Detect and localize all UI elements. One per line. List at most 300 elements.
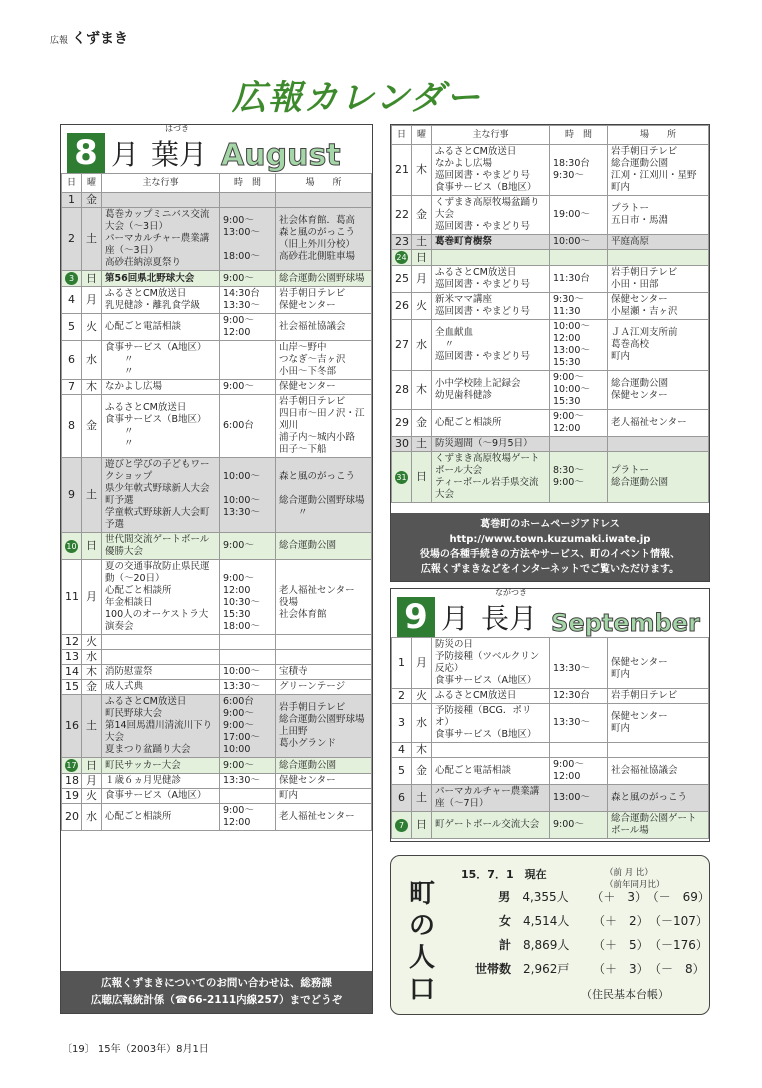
place-cell — [276, 635, 372, 650]
weekday-cell: 土 — [412, 785, 432, 812]
day-cell: 22 — [392, 196, 412, 235]
inquiry-line-1: 広報くずまきについてのお問い合わせは、総務課 — [101, 977, 332, 989]
august-panel — [60, 124, 373, 1014]
event-cell: 葛巻町育樹祭 — [432, 235, 550, 250]
time-cell: 13:30～ — [550, 638, 608, 689]
place-cell: 老人福祉センター — [608, 410, 709, 437]
event-cell: ふるさとCM放送日 食事サービス（B地区） 〃 〃 — [102, 395, 220, 458]
weekday-cell: 土 — [82, 695, 102, 758]
place-cell — [276, 193, 372, 208]
population-diff-year: （－107） — [649, 914, 708, 928]
header-weekday: 曜 — [412, 126, 432, 145]
inquiry-line-2: 広聴広報統計係（☎66-2111内線257）までどうぞ — [90, 994, 343, 1006]
holiday-circle: 3 — [65, 272, 78, 285]
table-row — [62, 193, 372, 208]
place-cell: 岩手朝日テレビ 総合運動公園野球場 上田野 葛小グランド — [276, 695, 372, 758]
weekday-cell: 金 — [82, 193, 102, 208]
place-cell: 老人福祉センター 役場 社会体育館 — [276, 560, 372, 635]
time-cell: 9:00～12:00 — [220, 804, 276, 831]
event-cell: 小中学校陸上記録会 幼児歯科健診 — [432, 371, 550, 410]
event-cell: 第56回県北野球大会 — [102, 271, 220, 287]
august-continued-panel — [390, 124, 710, 582]
place-cell: 社会体育館．葛高 森と風のがっこう （旧上外川分校） 高砂荘北側駐車場 — [276, 208, 372, 271]
day-cell: 12 — [62, 635, 82, 650]
weekday-cell: 月 — [412, 638, 432, 689]
day-cell: 27 — [392, 320, 412, 371]
population-value: 4,514人 — [523, 914, 570, 928]
august-header — [61, 125, 372, 173]
place-cell: 森と風のがっこう 総合運動公園野球場 〃 — [276, 458, 372, 533]
month-old-name — [151, 124, 208, 173]
table-row — [392, 145, 709, 196]
day-cell: 19 — [62, 789, 82, 804]
table-row — [392, 743, 709, 758]
august-continued-table — [391, 125, 709, 503]
day-cell: 3 — [392, 704, 412, 743]
time-cell: 8:30～ 9:00～ — [550, 452, 608, 503]
table-row — [392, 250, 709, 266]
weekday-cell: 水 — [412, 320, 432, 371]
population-label: 男 — [498, 890, 511, 904]
header-place: 場 所 — [276, 174, 372, 193]
table-row — [62, 287, 372, 314]
month-kanji: 月 — [441, 602, 470, 635]
place-cell: 森と風のがっこう — [608, 785, 709, 812]
time-cell: 6:00台 9:00～ 9:00～ 17:00～10:00 — [220, 695, 276, 758]
event-cell: 世代間交流ゲートボール優勝大会 — [102, 533, 220, 560]
time-cell: 13:00～ — [550, 785, 608, 812]
table-row — [392, 437, 709, 452]
holiday-circle: 24 — [396, 253, 407, 262]
table-row — [392, 785, 709, 812]
month-english: September — [551, 609, 700, 637]
header-logo — [50, 28, 128, 48]
table-row — [392, 638, 709, 689]
header-brand: くずまき — [72, 31, 129, 47]
time-cell — [220, 341, 276, 380]
time-cell: 13:30～ — [220, 680, 276, 695]
event-cell — [102, 635, 220, 650]
day-cell: 20 — [62, 804, 82, 831]
weekday-cell: 日 — [412, 452, 432, 503]
place-cell: 総合運動公園 — [276, 533, 372, 560]
hdr-prev-month: （前 月 比） — [605, 868, 649, 878]
weekday-cell: 火 — [412, 689, 432, 704]
table-row — [62, 789, 372, 804]
population-diff-month: （＋ 5） — [593, 938, 649, 952]
population-diff-month: （＋ 3） — [591, 890, 647, 904]
event-cell: ふるさとCM放送日 なかよし広場 巡回図書・やまどり号 食事サービス（B地区） — [432, 145, 550, 196]
day-cell: 4 — [392, 743, 412, 758]
day-cell — [62, 758, 82, 774]
event-cell: 成人式典 — [102, 680, 220, 695]
day-cell: 23 — [392, 235, 412, 250]
time-cell: 14:30台 13:30～ — [220, 287, 276, 314]
place-cell: 岩手朝日テレビ 総合運動公園 江刈・江刈川・星野 町内 — [608, 145, 709, 196]
population-row — [461, 960, 705, 977]
month-number: 8 — [67, 133, 105, 173]
header-day: 日 — [392, 126, 412, 145]
event-cell: くずまき高原牧場ゲートボール大会 ティーボール岩手県交流大会 — [432, 452, 550, 503]
month-old-name — [481, 588, 538, 637]
population-diff-month: （＋ 2） — [593, 914, 649, 928]
place-cell: 総合運動公園 保健センター — [608, 371, 709, 410]
event-cell: 心配ごと電話相談 — [432, 758, 550, 785]
holiday-circle: 10 — [66, 541, 77, 551]
table-row — [392, 196, 709, 235]
place-cell: プラトー 総合運動公園 — [608, 452, 709, 503]
day-cell: 7 — [62, 380, 82, 395]
time-cell: 19:00～ — [550, 196, 608, 235]
time-cell: 9:00～12:00 — [550, 758, 608, 785]
place-cell: 山岸～野中 つなぎ～吉ヶ沢 小田～下冬部 — [276, 341, 372, 380]
weekday-cell: 木 — [412, 371, 432, 410]
event-cell: 葛巻カップミニバス交流大会（～3日） パーマカルチャー農業講座（～3日） 高砂荘納涼夏祭り — [102, 208, 220, 271]
table-row — [392, 266, 709, 293]
time-cell: 9:30～11:30 — [550, 293, 608, 320]
day-cell: 5 — [392, 758, 412, 785]
time-cell: 9:00～12:00 — [550, 410, 608, 437]
hdr-prev-year: （前年同月比） — [605, 880, 665, 890]
table-header-row — [62, 174, 372, 193]
header-small: 広報 — [50, 36, 69, 46]
place-cell — [608, 250, 709, 266]
day-cell: 29 — [392, 410, 412, 437]
day-cell: 30 — [392, 437, 412, 452]
population-value: 8,869人 — [523, 938, 570, 952]
weekday-cell: 土 — [82, 458, 102, 533]
weekday-cell: 木 — [82, 380, 102, 395]
weekday-cell: 水 — [412, 704, 432, 743]
table-row — [62, 695, 372, 758]
table-row — [62, 680, 372, 695]
table-row — [62, 804, 372, 831]
time-cell: 9:00～ — [220, 533, 276, 560]
time-cell — [550, 250, 608, 266]
place-cell: 老人福祉センター — [276, 804, 372, 831]
weekday-cell: 土 — [82, 208, 102, 271]
day-cell: 4 — [62, 287, 82, 314]
weekday-cell: 木 — [82, 665, 102, 680]
day-cell: 14 — [62, 665, 82, 680]
event-cell: ふるさとCM放送日 — [432, 689, 550, 704]
header-place: 場 所 — [608, 126, 709, 145]
weekday-cell: 日 — [412, 250, 432, 266]
event-cell: 全血献血 〃 巡回図書・やまどり号 — [432, 320, 550, 371]
day-cell: 6 — [62, 341, 82, 380]
time-cell — [550, 743, 608, 758]
table-row — [62, 665, 372, 680]
day-cell: 21 — [392, 145, 412, 196]
weekday-cell: 金 — [82, 680, 102, 695]
time-cell: 9:00～ — [220, 758, 276, 774]
day-cell: 15 — [62, 680, 82, 695]
event-cell: 消防慰霊祭 — [102, 665, 220, 680]
header-time: 時 間 — [550, 126, 608, 145]
table-row — [392, 320, 709, 371]
month-old-text: 葉月 — [151, 138, 208, 171]
day-cell — [392, 812, 412, 839]
weekday-cell: 火 — [82, 314, 102, 341]
day-cell — [62, 271, 82, 287]
place-cell: 保健センター — [276, 380, 372, 395]
place-cell — [608, 743, 709, 758]
weekday-cell: 金 — [412, 410, 432, 437]
place-cell: 岩手朝日テレビ 保健センター — [276, 287, 372, 314]
table-row — [62, 774, 372, 789]
event-cell: 遊びと学びの子どもワークショップ 県少年軟式野球新人大会町予選 学童軟式野球新人大会町予選 — [102, 458, 220, 533]
table-row — [392, 235, 709, 250]
table-row — [62, 635, 372, 650]
population-diff-year: （－176） — [649, 938, 708, 952]
weekday-cell: 金 — [82, 395, 102, 458]
weekday-cell: 土 — [412, 235, 432, 250]
weekday-cell: 金 — [412, 758, 432, 785]
event-cell: 心配ごと相談所 — [432, 410, 550, 437]
time-cell: 9:00～ 13:00～ 18:00～ — [220, 208, 276, 271]
table-header-row — [392, 126, 709, 145]
header-time: 時 間 — [220, 174, 276, 193]
table-row — [62, 314, 372, 341]
homepage-line-2: 役場の各種手続きの方法やサービス、町のイベント情報、 — [419, 549, 681, 560]
time-cell — [220, 650, 276, 665]
weekday-cell: 日 — [82, 533, 102, 560]
place-cell: グリーンテージ — [276, 680, 372, 695]
weekday-cell: 水 — [82, 804, 102, 831]
homepage-line-3: 広報くずまきなどをインターネットでご覧いただけます。 — [420, 564, 680, 575]
september-calendar-table — [391, 637, 709, 839]
weekday-cell: 水 — [82, 650, 102, 665]
population-box — [390, 855, 710, 1015]
month-kanji: 月 — [111, 138, 140, 171]
population-row — [461, 888, 709, 905]
day-cell: 2 — [392, 689, 412, 704]
event-cell — [432, 250, 550, 266]
day-cell: 26 — [392, 293, 412, 320]
place-cell — [276, 650, 372, 665]
event-cell: １歳６ヵ月児健診 — [102, 774, 220, 789]
event-cell: 町民サッカー大会 — [102, 758, 220, 774]
day-cell — [62, 533, 82, 560]
weekday-cell: 木 — [412, 743, 432, 758]
day-cell: 9 — [62, 458, 82, 533]
month-english: August — [221, 138, 341, 173]
time-cell: 13:30～ — [550, 704, 608, 743]
table-row — [62, 533, 372, 560]
day-cell — [392, 250, 412, 266]
page-title: 広報カレンダー — [232, 78, 482, 118]
weekday-cell: 火 — [82, 635, 102, 650]
homepage-line-1[interactable]: 葛巻町のホームページアドレスhttp://www.town.kuzumaki.iwate.jp — [449, 519, 651, 545]
day-cell: 28 — [392, 371, 412, 410]
time-cell — [550, 437, 608, 452]
header-day: 日 — [62, 174, 82, 193]
place-cell: プラトー 五日市・馬淵 — [608, 196, 709, 235]
weekday-cell: 火 — [412, 293, 432, 320]
event-cell: 心配ごと相談所 — [102, 804, 220, 831]
place-cell: 岩手朝日テレビ 四日市～田ノ沢・江刈川 浦子内～城内小路 田子～下船 — [276, 395, 372, 458]
table-row — [392, 812, 709, 839]
event-cell: 防災の日 予防接種（ツベルクリン反応） 食事サービス（A地区） — [432, 638, 550, 689]
event-cell — [102, 650, 220, 665]
weekday-cell: 日 — [412, 812, 432, 839]
time-cell: 6:00台 — [220, 395, 276, 458]
day-cell: 5 — [62, 314, 82, 341]
weekday-cell: 日 — [82, 758, 102, 774]
event-cell: ふるさとCM放送日 乳児健診・離乳食学級 — [102, 287, 220, 314]
table-row — [392, 452, 709, 503]
population-diff-year: （－ 69） — [646, 890, 710, 904]
time-cell: 9:00～12:00 — [220, 314, 276, 341]
place-cell: 保健センター 町内 — [608, 704, 709, 743]
time-cell — [220, 635, 276, 650]
population-row — [461, 912, 708, 929]
day-cell: 1 — [392, 638, 412, 689]
time-cell: 9:00～ — [220, 271, 276, 287]
event-cell: 予防接種（BCG．ポリオ） 食事サービス（B地区） — [432, 704, 550, 743]
weekday-cell: 日 — [82, 271, 102, 287]
place-cell: 社会福祉協議会 — [608, 758, 709, 785]
population-note: （住民基本台帳） — [581, 988, 669, 1001]
place-cell: 総合運動公園ゲートボール場 — [608, 812, 709, 839]
header-weekday: 曜 — [82, 174, 102, 193]
event-cell: ふるさとCM放送日 巡回図書・やまどり号 — [432, 266, 550, 293]
day-cell — [392, 452, 412, 503]
population-label: 計 — [498, 938, 511, 952]
place-cell: 総合運動公園野球場 — [276, 271, 372, 287]
event-cell: ふるさとCM放送日 町民野球大会 第14回馬淵川清流川下り大会 夏まつり盆踊り大会 — [102, 695, 220, 758]
inquiry-footer — [61, 971, 372, 1013]
day-cell: 16 — [62, 695, 82, 758]
day-cell: 11 — [62, 560, 82, 635]
population-row — [461, 936, 708, 953]
population-title: 町の人口 — [409, 879, 436, 1005]
population-label: 世帯数 — [474, 962, 511, 976]
table-row — [62, 341, 372, 380]
weekday-cell: 月 — [82, 774, 102, 789]
time-cell: 11:30台 — [550, 266, 608, 293]
september-header — [391, 589, 709, 637]
event-cell: 新米ママ講座 巡回図書・やまどり号 — [432, 293, 550, 320]
event-cell: パーマカルチャー農業講座（～7日） — [432, 785, 550, 812]
event-cell: なかよし広場 — [102, 380, 220, 395]
weekday-cell: 木 — [412, 145, 432, 196]
population-value: 4,355人 — [522, 890, 569, 904]
holiday-circle: 31 — [396, 472, 407, 482]
place-cell: 平庭高原 — [608, 235, 709, 250]
event-cell: 防災週間（～9月5日） — [432, 437, 550, 452]
table-row — [62, 208, 372, 271]
weekday-cell: 火 — [82, 789, 102, 804]
table-row — [392, 689, 709, 704]
place-cell: ＪＡ江刈支所前 葛巻高校 町内 — [608, 320, 709, 371]
place-cell — [608, 437, 709, 452]
table-row — [392, 704, 709, 743]
place-cell: 宝積寺 — [276, 665, 372, 680]
day-cell: 18 — [62, 774, 82, 789]
holiday-circle: 17 — [66, 761, 77, 770]
weekday-cell: 月 — [82, 287, 102, 314]
event-cell: 町ゲートボール交流大会 — [432, 812, 550, 839]
table-row — [62, 650, 372, 665]
place-cell: 岩手朝日テレビ — [608, 689, 709, 704]
time-cell: 18:30台 9:30～ — [550, 145, 608, 196]
page-footer: 〔19〕 15年（2003年）8月1日 — [62, 1044, 209, 1055]
table-row — [392, 410, 709, 437]
table-row — [392, 293, 709, 320]
population-date: 15．7．1 現在 — [461, 868, 547, 881]
day-cell: 6 — [392, 785, 412, 812]
day-cell: 25 — [392, 266, 412, 293]
event-cell: 心配ごと電話相談 — [102, 314, 220, 341]
event-cell: 食事サービス（A地区） 〃 〃 — [102, 341, 220, 380]
weekday-cell: 月 — [82, 560, 102, 635]
header-event: 主な行事 — [102, 174, 220, 193]
time-cell: 10:00～ 10:00～ 13:30～ — [220, 458, 276, 533]
time-cell: 13:30～ — [220, 774, 276, 789]
place-cell: 保健センター — [276, 774, 372, 789]
month-ruby: ながつき — [495, 588, 528, 597]
month-number: 9 — [397, 597, 435, 637]
time-cell — [220, 193, 276, 208]
day-cell: 13 — [62, 650, 82, 665]
august-calendar-table — [61, 173, 372, 831]
place-cell: 岩手朝日テレビ 小田・田部 — [608, 266, 709, 293]
day-cell: 2 — [62, 208, 82, 271]
header-event: 主な行事 — [432, 126, 550, 145]
weekday-cell: 月 — [412, 266, 432, 293]
table-row — [62, 380, 372, 395]
month-old-text: 長月 — [481, 602, 538, 635]
table-row — [62, 560, 372, 635]
population-diff-month: （＋ 3） — [593, 962, 649, 976]
day-cell: 1 — [62, 193, 82, 208]
event-cell: くずまき高原牧場盆踊り大会 巡回図書・やまどり号 — [432, 196, 550, 235]
september-panel — [390, 588, 710, 842]
table-row — [62, 458, 372, 533]
holiday-circle: 7 — [395, 819, 408, 832]
homepage-notice — [391, 513, 709, 581]
event-cell — [432, 743, 550, 758]
table-row — [392, 371, 709, 410]
time-cell: 12:30台 — [550, 689, 608, 704]
day-cell: 8 — [62, 395, 82, 458]
table-row — [62, 395, 372, 458]
weekday-cell: 水 — [82, 341, 102, 380]
population-headers — [605, 866, 709, 890]
population-diff-year: （－ 8） — [649, 962, 705, 976]
table-row — [392, 758, 709, 785]
place-cell: 総合運動公園 — [276, 758, 372, 774]
population-value: 2,962戸 — [523, 962, 570, 976]
table-row — [62, 758, 372, 774]
weekday-cell: 金 — [412, 196, 432, 235]
event-cell: 夏の交通事故防止県民運動（～20日） 心配ごと相談所 年金相談日 100人のオーケストラ大演奏会 — [102, 560, 220, 635]
time-cell: 10:00～ — [220, 665, 276, 680]
population-label: 女 — [498, 914, 511, 928]
time-cell: 9:00～12:00 10:30～15:30 18:00～ — [220, 560, 276, 635]
place-cell: 社会福祉協議会 — [276, 314, 372, 341]
time-cell — [220, 789, 276, 804]
time-cell: 9:00～ 10:00～15:30 — [550, 371, 608, 410]
time-cell: 9:00～ — [220, 380, 276, 395]
table-row — [62, 271, 372, 287]
event-cell: 食事サービス（A地区） — [102, 789, 220, 804]
place-cell: 保健センター 町内 — [608, 638, 709, 689]
event-cell — [102, 193, 220, 208]
place-cell: 町内 — [276, 789, 372, 804]
month-ruby: はづき — [165, 124, 190, 133]
